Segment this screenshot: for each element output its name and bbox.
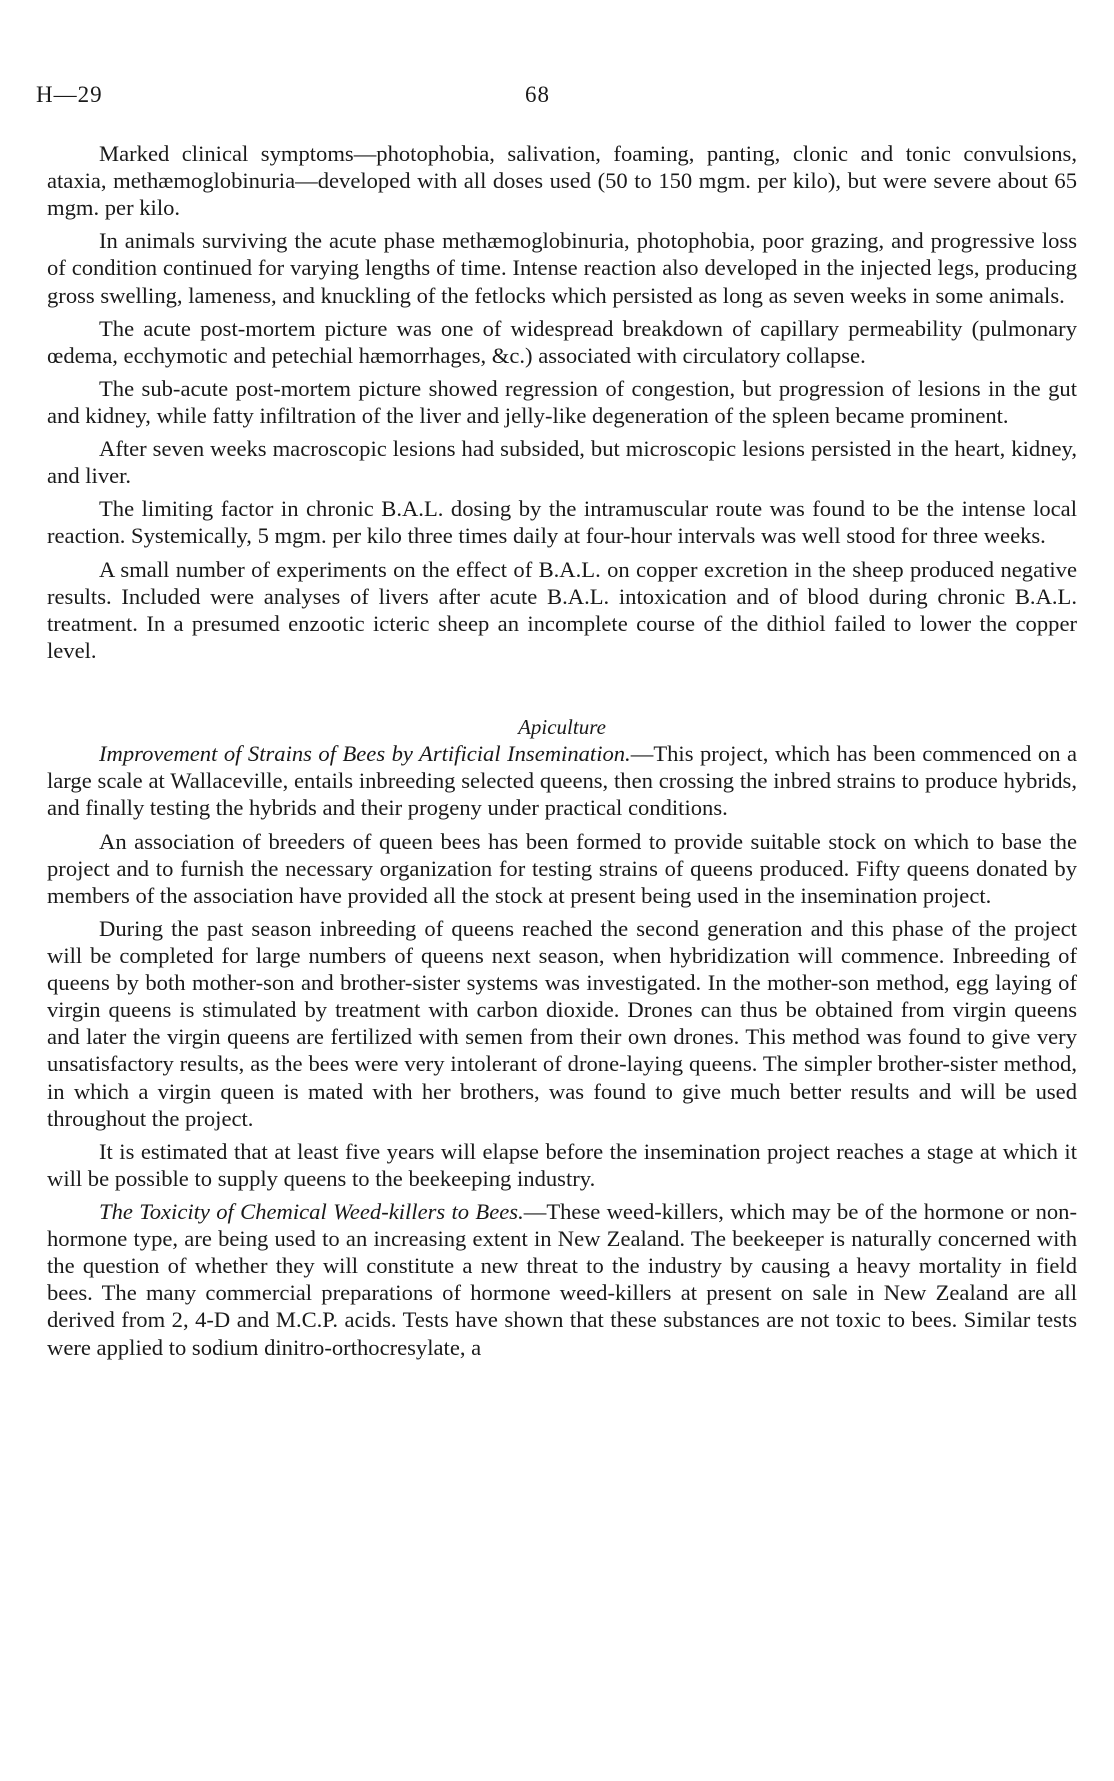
section-heading-apiculture: Apiculture — [518, 714, 606, 739]
paragraph-weed-killers — [47, 1198, 1077, 1361]
page-reference: H—29 — [36, 82, 103, 107]
paragraph-limiting-factor: The limiting factor in chronic B.A.L. dosing by the intramuscular route was found to be the intense local reaction. Systemically, 5 mgm. per kilo three times daily at four-hour intervals was well stood for three weeks. — [47, 496, 1077, 549]
run-in-heading-weed-killers: The Toxicity of Chemical Weed-killers to Bees. — [99, 1198, 524, 1224]
paragraph-inbreeding: During the past season inbreeding of queens reached the second generation and this phase of the project will be completed for large numbers of queens next season, when hybridization will commence. Inbreeding of queens by both mother-son and brother-sister systems was investigated. In the mother-son method, egg laying of virgin queens is stimulated by treatment with carbon dioxide. Drones can thus be obtained from virgin queens and later the virgin queens are fertilized with semen from their own drones. This method was found to give very unsatisfactory results, as the bees were very intolerant of drone-laying queens. The simpler brother-sister method, in which a virgin queen is mated with her brothers, was found to give much better results and will be used throughout the project. — [47, 915, 1077, 1131]
paragraph-surviving-animals: In animals surviving the acute phase methæmoglobinuria, photophobia, poor grazing, and progressive loss of condition continued for varying lengths of time. Intense reaction also developed in the injected legs, producing gross swelling, lameness, and knuckling of the fetlocks which persisted as long as seven weeks in some animals. — [47, 228, 1077, 308]
paragraph-text: —This project, which has been commenced on a large scale at Wallaceville, entails inbreeding selected queens, then crossing the inbred strains to produce hybrids, and finally testing the hybrids and their progeny under practical conditions. — [47, 741, 1078, 821]
body-text — [47, 140, 1077, 1367]
page-number: 68 — [525, 82, 550, 107]
paragraph-copper-excretion: A small number of experiments on the effect of B.A.L. on copper excretion in the sheep produced negative results. Included were analyses of livers after acute B.A.L. intoxication and of blood during chronic B.A.L. treatment. In a presumed enzootic icteric sheep an incomplete course of the dithiol failed to lower the copper level. — [47, 556, 1077, 663]
paragraph-acute-post-mortem: The acute post-mortem picture was one of widespread breakdown of capillary permeability (pulmonary œdema, ecchymotic and petechial hæmorrhages, &c.) associated with circulatory collapse. — [47, 315, 1077, 368]
run-in-heading-insemination: Improvement of Strains of Bees by Artificial Insemination. — [99, 741, 631, 767]
paragraph-clinical-symptoms: Marked clinical symptoms—photophobia, salivation, foaming, panting, clonic and tonic convulsions, ataxia, methæmoglobinuria—developed with all doses used (50 to 150 mgm. per kilo), but were severe about 65 mgm. per kilo. — [47, 141, 1077, 221]
paragraph-text: —These weed-killers, which may be of the hormone or non-hormone type, are being used to an increasing extent in New Zealand. The beekeeper is naturally concerned with the question of whether they will constitute a new threat to the industry by causing a heavy mortality in field bees. The many commercial preparations of hormone weed-killers at present on sale in New Zealand are all derived from 2, 4-D and M.C.P. acids. Tests have shown that these substances are not toxic to bees. Similar tests were applied to sodium dinitro-orthocresylate, a — [47, 1198, 1077, 1360]
paragraph-artificial-insemination — [47, 740, 1077, 821]
paragraph-seven-weeks: After seven weeks macroscopic lesions had subsided, but microscopic lesions persisted in the heart, kidney, and liver. — [47, 436, 1077, 489]
paragraph-breeders-association: An association of breeders of queen bees has been formed to provide suitable stock on which to base the project and to furnish the necessary organization for testing strains of queens produced. Fifty queens donated by members of the association have provided all the stock at present being used in the insemination project. — [47, 828, 1077, 908]
paragraph-sub-acute-post-mortem: The sub-acute post-mortem picture showed regression of congestion, but progression of lesions in the gut and kidney, while fatty infiltration of the liver and jelly-like degeneration of the spleen became prominent. — [47, 375, 1077, 428]
paragraph-five-years: It is estimated that at least five years will elapse before the insemination project reaches a stage at which it will be possible to supply queens to the beekeeping industry. — [47, 1138, 1077, 1191]
